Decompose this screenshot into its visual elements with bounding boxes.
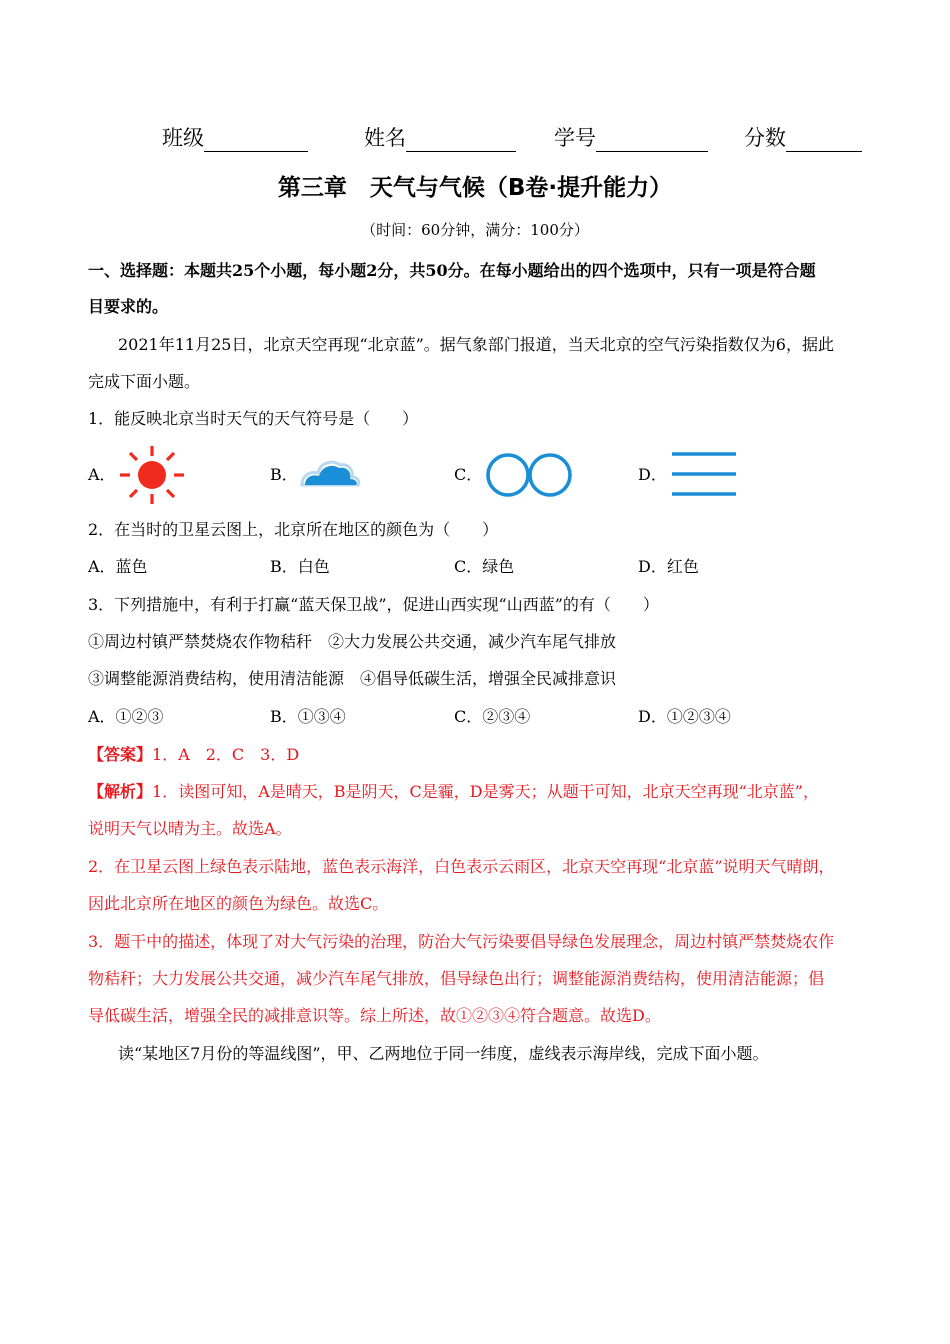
analysis-line6: 物秸秆；大力发展公共交通，减少汽车尾气排放，倡导绿色出行；调整能源消费结构，使用清洁能源；倡: [88, 969, 825, 988]
id-blank: [596, 129, 708, 152]
analysis-line5: 3．题干中的描述，体现了对大气污染的治理，防治大气污染要倡导绿色发展理念，周边村镇严禁焚烧农作: [88, 932, 835, 951]
passage2: 读“某地区7月份的等温线图”，甲、乙两地位于同一纬度，虚线表示海岸线，完成下面小题。: [118, 1044, 769, 1063]
q1-option-d: D．: [638, 465, 667, 484]
analysis-tag: 【解析】: [88, 782, 153, 801]
q3-items-line1: ①周边村镇严禁焚烧农作物秸秆 ②大力发展公共交通，减少汽车尾气排放: [88, 632, 617, 651]
q1-option-b: B．: [270, 465, 298, 484]
analysis-text1: 1．读图可知，A是晴天，B是阴天，C是霾，D是雾天；从题干可知，北京天空再现“北京蓝”，: [152, 782, 819, 801]
section-heading-line2: 目要求的。: [88, 297, 169, 316]
answer-line: [88, 745, 299, 765]
page-subtitle: （时间：60分钟，满分：100分）: [361, 221, 589, 239]
name-field: [364, 124, 516, 152]
score-label: 分数: [744, 126, 786, 150]
q1-stem: 1．能反映北京当时天气的天气符号是（ ）: [88, 409, 419, 428]
q2-stem: 2．在当时的卫星云图上，北京所在地区的颜色为（ ）: [88, 520, 499, 539]
passage1-line2: 完成下面小题。: [88, 372, 201, 391]
page-title: 第三章 天气与气候（B卷·提升能力）: [277, 175, 673, 201]
class-blank: [204, 129, 308, 152]
q3-stem: 3．下列措施中，有利于打赢“蓝天保卫战”，促进山西实现“山西蓝”的有（ ）: [88, 595, 659, 614]
answer-text: 1．A 2．C 3．D: [152, 745, 300, 764]
class-label: 班级: [162, 126, 204, 150]
section-heading-line1: 一、选择题：本题共25个小题，每小题2分，共50分。在每小题给出的四个选项中，只有一项是符合题: [88, 261, 816, 280]
q3-option-c: C．②③④: [454, 707, 531, 726]
analysis-line7: 导低碳生活，增强全民的减排意识等。综上所述，故①②③④符合题意。故选D。: [88, 1006, 661, 1025]
q3-option-a: A．①②③: [88, 707, 164, 726]
name-blank: [406, 129, 516, 152]
class-field: [162, 124, 308, 152]
q2-option-b: B．白色: [270, 557, 330, 576]
analysis-line4: 因此北京所在地区的颜色为绿色。故选C。: [88, 894, 389, 913]
sun-icon: [116, 443, 188, 507]
q2-option-d: D．红色: [638, 557, 699, 576]
analysis-line1: [88, 782, 819, 802]
q2-option-c: C．绿色: [454, 557, 515, 576]
score-field: [744, 124, 862, 152]
analysis-line2: 说明天气以晴为主。故选A。: [88, 819, 292, 838]
id-label: 学号: [554, 126, 596, 150]
analysis-line3: 2．在卫星云图上绿色表示陆地，蓝色表示海洋，白色表示云雨区，北京天空再现“北京蓝”说明天气晴朗，: [88, 857, 835, 876]
q1-option-c: C．: [454, 465, 483, 484]
q3-option-d: D．①②③④: [638, 707, 731, 726]
haze-icon: [482, 450, 576, 500]
q1-option-a: A．: [88, 465, 116, 484]
q3-option-b: B．①③④: [270, 707, 346, 726]
fog-icon: [670, 450, 740, 498]
cloud-icon: [298, 455, 362, 489]
score-blank: [786, 129, 862, 152]
q2-option-a: A．蓝色: [88, 557, 148, 576]
name-label: 姓名: [364, 126, 406, 150]
answer-tag: 【答案】: [88, 745, 153, 764]
passage1-line1: 2021年11月25日，北京天空再现“北京蓝”。据气象部门报道，当天北京的空气污染指数仅为6，据此: [118, 335, 834, 354]
id-field: [554, 124, 708, 152]
q3-items-line2: ③调整能源消费结构，使用清洁能源 ④倡导低碳生活，增强全民减排意识: [88, 669, 617, 688]
